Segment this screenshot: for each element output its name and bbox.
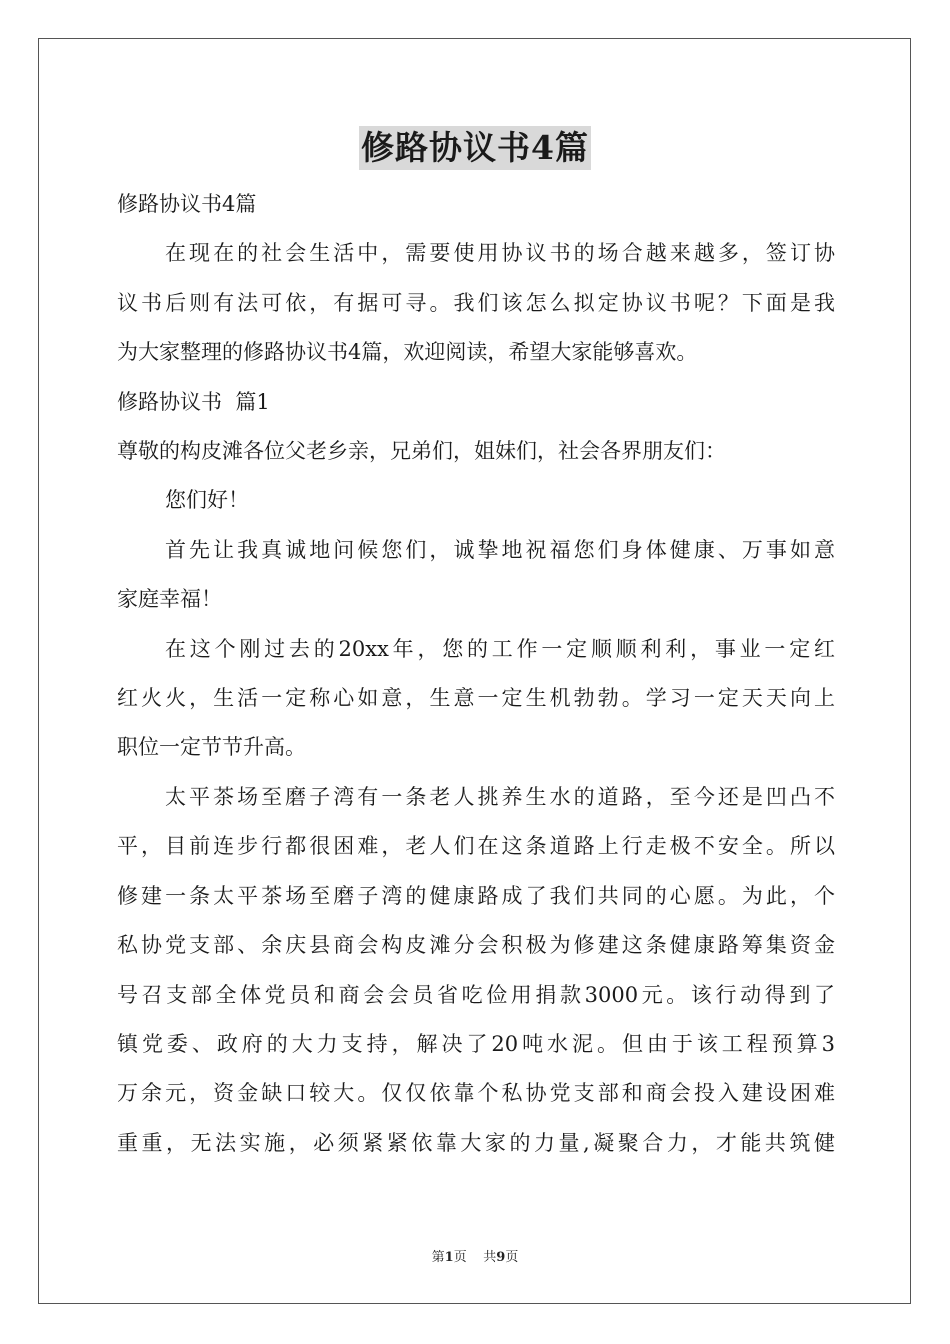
page-footer [0,1246,950,1265]
paragraph-line: 职位一定节节升高。 [117,735,306,760]
paragraph-line: 家庭幸福！ [117,587,222,612]
page-suffix: 页 [453,1250,467,1265]
paragraph-line: 重重，无法实施，必须紧紧依靠大家的力量,凝聚合力，才能共筑健 [117,1130,835,1155]
paragraph-line: 太平茶场至磨子湾有一条老人挑养生水的道路，至今还是凹凸不 [165,784,835,809]
total-prefix: 共 [483,1250,497,1265]
salutation: 尊敬的构皮滩各位父老乡亲，兄弟们，姐妹们，社会各界朋友们： [117,439,726,464]
greeting: 您们好！ [165,488,249,513]
total-pages: 9 [496,1250,506,1265]
document-body [117,180,835,1168]
document-title: 修路协议书4篇 [359,126,591,170]
paragraph-line: 镇党委、政府的大力支持，解决了20吨水泥。但由于该工程预算3 [117,1031,835,1056]
paragraph-line: 红火火，生活一定称心如意，生意一定生机勃勃。学习一定天天向上 [117,686,835,711]
paragraph-line: 为大家整理的修路协议书4篇，欢迎阅读，希望大家能够喜欢。 [117,340,698,365]
page-prefix: 第 [431,1250,445,1265]
paragraph-line: 议书后则有法可依，有据可寻。我们该怎么拟定协议书呢？下面是我 [117,290,835,315]
paragraph-line: 私协党支部、余庆县商会构皮滩分会积极为修建这条健康路筹集资金 [117,933,835,958]
paragraph-line: 号召支部全体党员和商会会员省吃俭用捐款3000元。该行动得到了 [117,982,835,1007]
paragraph-line: 平，目前连步行都很困难，老人们在这条道路上行走极不安全。所以 [117,834,835,859]
paragraph-line: 万余元，资金缺口较大。仅仅依靠个私协党支部和商会投入建设困难 [117,1081,835,1106]
document-subtitle: 修路协议书4篇 [117,192,257,216]
paragraph-line: 在现在的社会生活中，需要使用协议书的场合越来越多，签订协 [165,241,835,266]
title-container [0,126,950,170]
paragraph-line: 在这个刚过去的20xx年，您的工作一定顺顺利利，事业一定红 [165,636,835,661]
page-number: 1 [444,1250,454,1265]
total-suffix: 页 [505,1250,519,1265]
paragraph-line: 修建一条太平茶场至磨子湾的健康路成了我们共同的心愿。为此，个 [117,883,835,908]
section-heading: 修路协议书 篇1 [117,389,270,414]
paragraph-line: 首先让我真诚地问候您们，诚挚地祝福您们身体健康、万事如意 [165,537,835,562]
